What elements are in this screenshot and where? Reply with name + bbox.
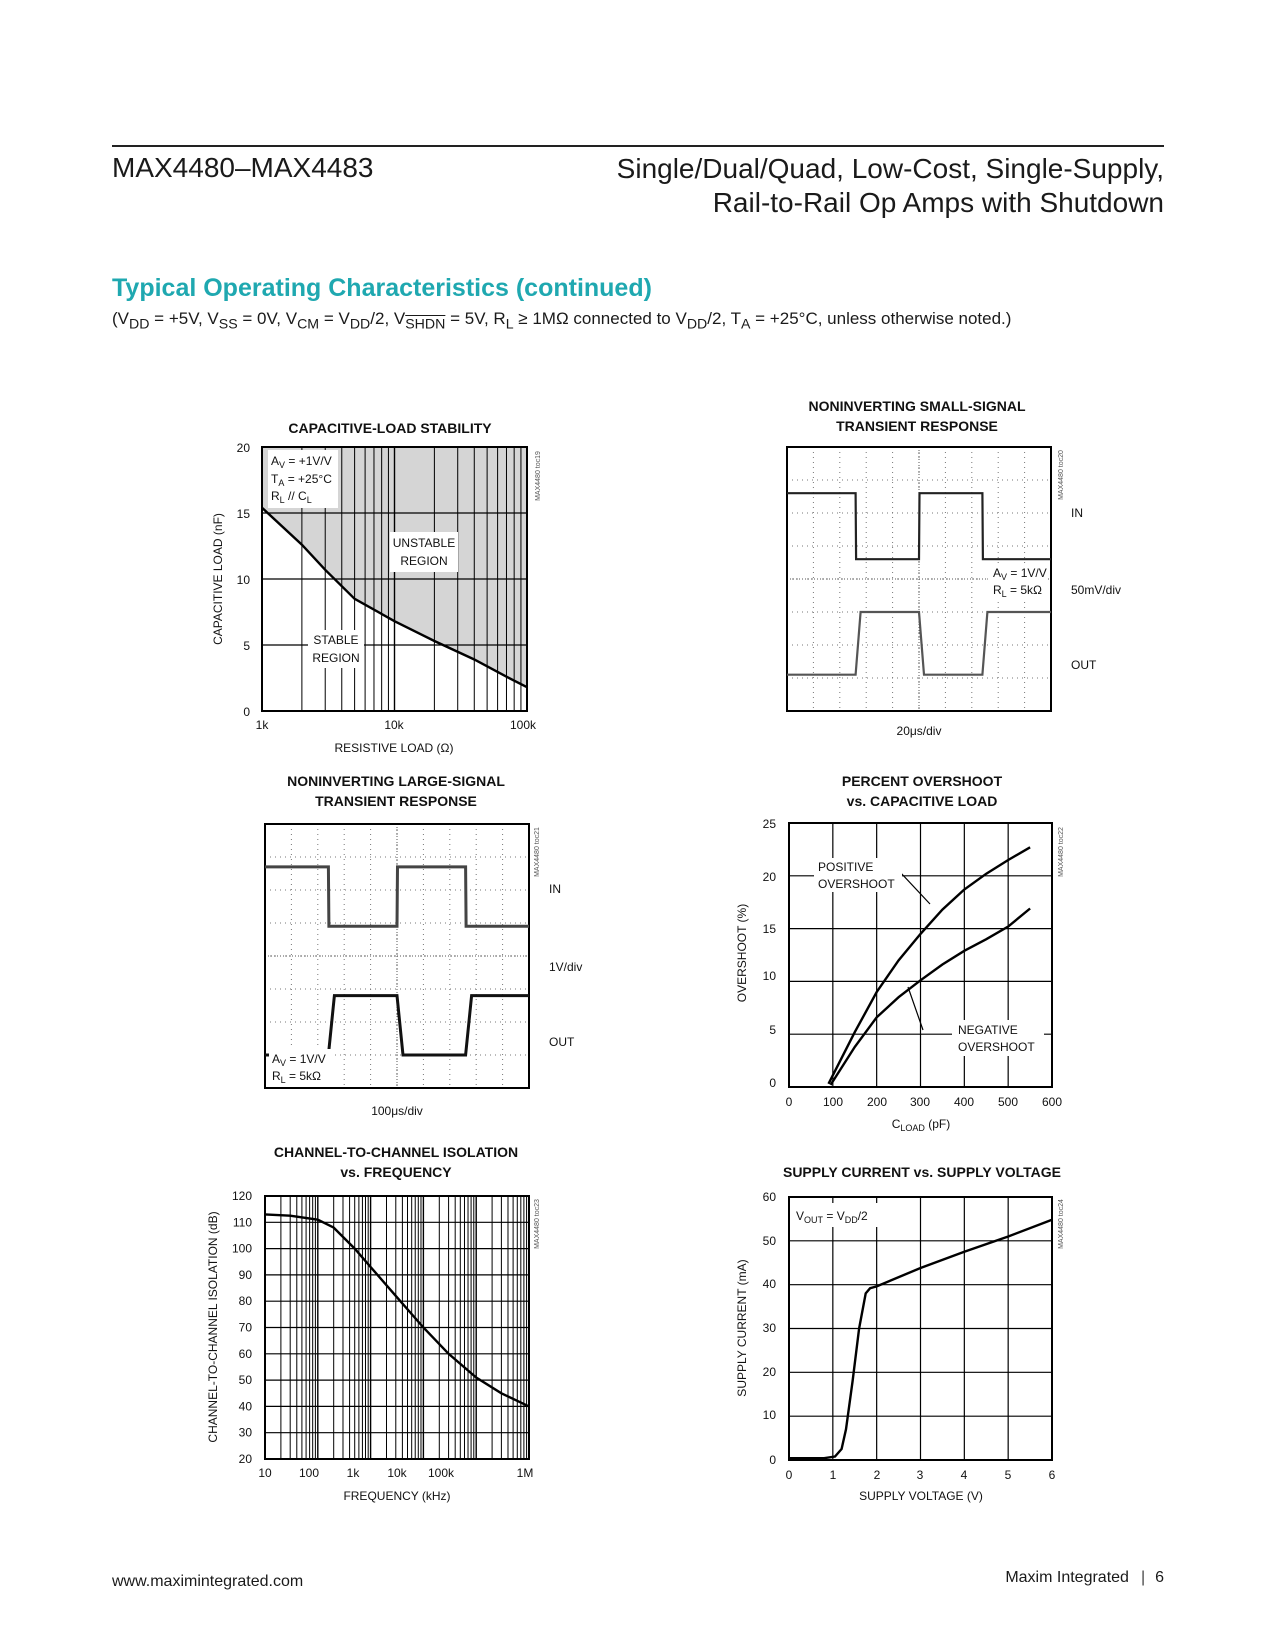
c2-code: MAX4480 toc20 [1058, 450, 1065, 500]
title-line-2: Rail-to-Rail Op Amps with Shutdown [712, 187, 1164, 218]
c6-ytick-60: 60 [762, 1190, 776, 1204]
c5-ytick-80: 80 [238, 1294, 252, 1309]
c2-out-label: OUT [1071, 658, 1097, 672]
c6-xlabel: SUPPLY VOLTAGE (V) [859, 1489, 983, 1503]
c6-xtick-0: 0 [785, 1468, 793, 1482]
chart-capacitive-load-stability [211, 420, 542, 755]
c1-xtick-100k: 100k [509, 718, 537, 732]
c5-ytick-20: 20 [238, 1452, 252, 1466]
c4-pos-label-1: POSITIVE [818, 860, 874, 874]
c4-ytick-15: 15 [762, 922, 776, 936]
c6-xtick-3: 3 [916, 1468, 924, 1482]
c1-ytick-10: 10 [236, 573, 250, 587]
c5-xtick-100: 100 [298, 1466, 320, 1480]
c2-cond-av: $A_V = 1V/V$ [993, 566, 1047, 582]
c5-ytick-70: 70 [238, 1320, 252, 1335]
c4-xtick-500: 500 [997, 1095, 1019, 1109]
c3-cond-av: $A_V = 1V/V$ [272, 1052, 326, 1068]
c1-xtick-10k: 10k [384, 718, 404, 732]
c4-ytick-10: 10 [762, 969, 776, 983]
c5-xtick-10: 10 [258, 1466, 272, 1480]
chart6-title: SUPPLY CURRENT vs. SUPPLY VOLTAGE [782, 1164, 1062, 1180]
c4-xtick-100: 100 [822, 1095, 844, 1109]
c3-cond-rl: $R_L = 5k\Omega$ [272, 1069, 322, 1085]
c5-ytick-50: 50 [238, 1373, 252, 1388]
footer-company-name: Maxim Integrated [1005, 1569, 1129, 1586]
c3-out-label: OUT [549, 1035, 575, 1049]
c3-scale: 1V/div [549, 960, 583, 974]
c6-ytick-20: 20 [762, 1365, 776, 1379]
footer-company: Maxim Integrated | 6 [1005, 1569, 1164, 1586]
c1-ytick-0: 0 [243, 705, 250, 719]
c6-cond: $V_{OUT} = V_{DD}/2$ [796, 1209, 868, 1225]
c2-out-trace [787, 612, 1051, 675]
c6-xtick-6: 6 [1048, 1468, 1056, 1482]
c5-ylabel: CHANNEL-TO-CHANNEL ISOLATION (dB) [206, 1211, 220, 1443]
c4-pos-label-2: OVERSHOOT [818, 877, 895, 891]
c4-xlabel: $C_{LOAD}$ (pF) [891, 1117, 951, 1133]
c4-xtick-200: 200 [866, 1095, 888, 1109]
chart1-cond-rl: $R_L // C_L$ [271, 489, 312, 505]
c6-xtick-4: 4 [960, 1468, 968, 1482]
c4-ytick-20: 20 [762, 870, 776, 884]
chart4-title-2: vs. CAPACITIVE LOAD [846, 793, 998, 809]
c6-xtick-5: 5 [1004, 1468, 1012, 1482]
chart3-title-1: NONINVERTING LARGE-SIGNAL [287, 773, 505, 789]
c5-ytick-30: 30 [238, 1425, 252, 1440]
c1-code: MAX4480 toc19 [535, 451, 542, 501]
c2-cond-rl: $R_L = 5k\Omega$ [993, 583, 1043, 599]
c4-negative-line [831, 909, 1031, 1085]
c6-ytick-50: 50 [762, 1234, 776, 1248]
c5-ytick-100: 100 [231, 1241, 252, 1256]
stable-label-2: REGION [312, 651, 360, 665]
c4-ytick-25: 25 [762, 817, 776, 831]
c4-xtick-400: 400 [953, 1095, 975, 1109]
c6-ytick-30: 30 [762, 1321, 776, 1335]
c6-ytick-0: 0 [769, 1453, 776, 1467]
c6-code: MAX4480 toc24 [1058, 1199, 1065, 1249]
c3-timebase: 100μs/div [371, 1104, 423, 1118]
c4-neg-label-1: NEGATIVE [958, 1023, 1018, 1037]
c4-xtick-600: 600 [1041, 1095, 1063, 1109]
c1-ytick-20: 20 [236, 441, 250, 455]
c5-xtick-100k: 100k [427, 1466, 455, 1480]
chart1-title: CAPACITIVE-LOAD STABILITY [288, 420, 492, 436]
c2-timebase: 20μs/div [896, 724, 942, 738]
c5-ytick-120: 120 [231, 1189, 252, 1203]
c6-ytick-10: 10 [762, 1408, 776, 1422]
c6-xtick-1: 1 [829, 1468, 837, 1482]
c3-in-label: IN [549, 882, 561, 896]
c4-xtick-300: 300 [909, 1095, 931, 1109]
unstable-label-1: UNSTABLE [392, 536, 456, 550]
chart2-title-1: NONINVERTING SMALL-SIGNAL [808, 398, 1026, 414]
c3-in-trace [265, 867, 529, 926]
c1-ytick-5: 5 [243, 639, 250, 653]
c4-ytick-5: 5 [769, 1023, 776, 1037]
c5-xlabel: FREQUENCY (kHz) [343, 1489, 451, 1503]
unstable-label-2: REGION [400, 554, 448, 568]
chart-percent-overshoot [735, 773, 1065, 1133]
c4-xtick-0: 0 [785, 1095, 793, 1109]
chart5-title-2: vs. FREQUENCY [340, 1164, 452, 1180]
c6-ytick-40: 40 [762, 1277, 776, 1291]
c5-ytick-110: 110 [232, 1215, 252, 1230]
chart1-cond-av: $A_V = +1V/V$ [271, 454, 332, 470]
c2-in-label: IN [1071, 506, 1083, 520]
c6-ylabel: SUPPLY CURRENT (mA) [735, 1259, 749, 1397]
c2-in-trace [787, 493, 1051, 559]
chart4-title-1: PERCENT OVERSHOOT [841, 773, 1003, 789]
part-number: MAX4480–MAX4483 [112, 152, 374, 183]
c3-code: MAX4480 toc21 [534, 827, 541, 877]
c4-neg-label-2: OVERSHOOT [958, 1040, 1035, 1054]
test-conditions: ($V_{DD} = +5V$, $V_{SS} = 0V$, $V_{CM} = V_{DD}/2$, $V_{SHDN} = 5V$, $R_L \ge 1M\Omega$ connected to $V_{DD}/2$, $T_A = +25^\circ C$, unless otherwise noted.) [112, 309, 1012, 333]
c5-xtick-1k: 1k [346, 1466, 360, 1480]
chart2-title-2: TRANSIENT RESPONSE [836, 418, 998, 434]
chart-small-signal-transient [787, 398, 1121, 738]
chart-supply-current [735, 1164, 1065, 1503]
c5-isolation-line [265, 1214, 529, 1406]
c4-code: MAX4480 toc22 [1058, 827, 1065, 877]
section-title: Typical Operating Characteristics (continued) [112, 274, 652, 302]
c5-ytick-60: 60 [238, 1346, 252, 1361]
chart3-title-2: TRANSIENT RESPONSE [315, 793, 477, 809]
c1-ylabel: CAPACITIVE LOAD (nF) [211, 513, 225, 645]
c4-pos-leader [900, 872, 930, 904]
chart-channel-isolation [206, 1144, 541, 1503]
chart-large-signal-transient [265, 773, 582, 1118]
title-line-1: Single/Dual/Quad, Low-Cost, Single-Supply, [616, 153, 1164, 184]
c1-xtick-1k: 1k [255, 718, 269, 732]
c5-code: MAX4480 toc23 [534, 1199, 541, 1249]
footer-website[interactable]: www.maximintegrated.com [112, 1573, 304, 1590]
c1-xlabel: RESISTIVE LOAD (Ω) [334, 741, 454, 755]
c5-ytick-90: 90 [238, 1267, 252, 1282]
c6-xtick-2: 2 [873, 1468, 881, 1482]
c4-ylabel: OVERSHOOT (%) [735, 903, 749, 1003]
c2-scale: 50mV/div [1071, 583, 1122, 597]
chart5-title-1: CHANNEL-TO-CHANNEL ISOLATION [273, 1144, 519, 1160]
c1-ytick-15: 15 [236, 507, 250, 521]
c5-xtick-10k: 10k [387, 1466, 407, 1480]
stable-label-1: STABLE [313, 633, 359, 647]
c4-ytick-0: 0 [769, 1076, 776, 1090]
chart1-cond-ta: $T_A = +25^\circ C$ [271, 472, 332, 488]
c5-xtick-1M: 1M [516, 1466, 534, 1480]
c5-ytick-40: 40 [238, 1399, 252, 1414]
page-number: 6 [1155, 1569, 1164, 1586]
